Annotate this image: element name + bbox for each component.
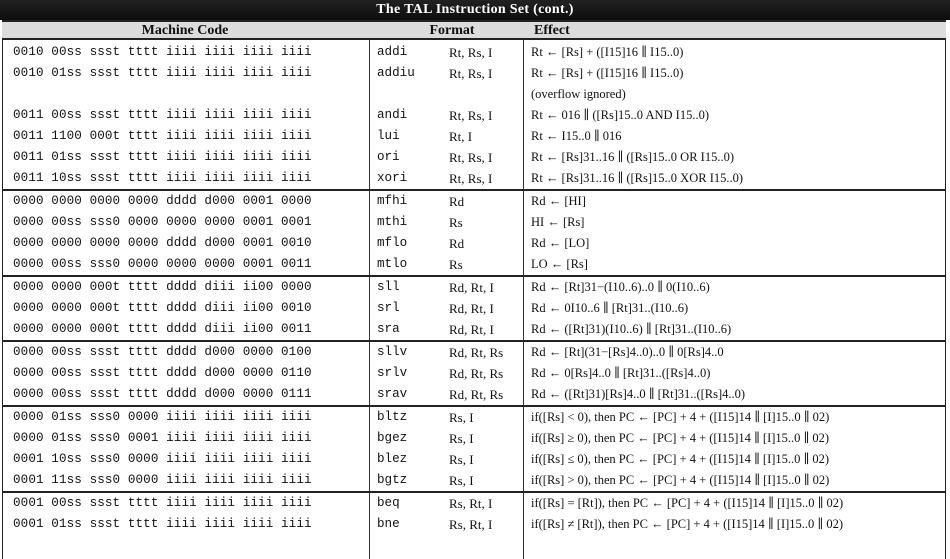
effect-cell: Rt ← [Rs] + ([I15]16 ∥ I15..0)	[531, 66, 684, 80]
machine-code-cell: 0000 01ss sss0 0000 iiii iiii iiii iiii	[13, 410, 312, 424]
machine-code-cell: 0000 0000 000t tttt dddd diii ii00 0000	[13, 280, 312, 294]
machine-code-cell: 0000 00ss ssst tttt dddd d000 0000 0111	[13, 387, 312, 401]
header-machine-code: Machine Code	[141, 23, 229, 38]
effect-cell: Rd ← [LO]	[531, 236, 590, 250]
format-cell: Rd, Rt, I	[449, 322, 494, 337]
mnemonic-cell: bgez	[377, 431, 408, 445]
table-row	[3, 428, 945, 449]
effect-cell: Rd ← [Rt]31−(I10..6)..0 ∥ 0(I10..6)	[531, 280, 710, 294]
machine-code-cell: 0011 00ss ssst tttt iiii iiii iiii iiii	[13, 108, 312, 122]
mnemonic-cell: lui	[377, 129, 400, 143]
format-cell: Rs, I	[449, 410, 474, 425]
effect-cell: Rt ← [Rs]31..16 ∥ ([Rs]15..0 OR I15..0)	[531, 150, 734, 164]
format-cell: Rt, Rs, I	[449, 66, 493, 81]
effect-cell: Rd ← 0I10..6 ∥ [Rt]31..(I10..6)	[531, 301, 689, 315]
table-row	[3, 191, 945, 212]
machine-code-cell: 0000 0000 000t tttt dddd diii ii00 0010	[13, 301, 312, 315]
machine-code-cell: 0000 0000 000t tttt dddd diii ii00 0011	[13, 322, 312, 336]
mnemonic-cell: addiu	[377, 66, 415, 80]
table-row	[3, 126, 945, 147]
effect-cell: if([Rs] ≠ [Rt]), then PC ← [PC] + 4 + ([I15]14 ∥ [I]15..0 ∥ 02)	[531, 517, 843, 531]
table-row	[3, 493, 945, 514]
mnemonic-cell: bne	[377, 517, 400, 531]
mnemonic-cell: bltz	[377, 410, 408, 424]
effect-cell: Rd ← [Rt](31−[Rs]4..0)..0 ∥ 0[Rs]4..0	[531, 345, 724, 359]
table-row	[3, 254, 945, 275]
machine-code-cell: 0001 00ss ssst tttt iiii iiii iiii iiii	[13, 496, 312, 510]
machine-code-cell: 0011 1100 000t tttt iiii iiii iiii iiii	[13, 129, 312, 143]
table-row	[3, 514, 945, 535]
format-cell: Rd, Rt, I	[449, 301, 494, 316]
machine-code-cell: 0010 00ss ssst tttt iiii iiii iiii iiii	[13, 45, 312, 59]
format-cell: Rt, Rs, I	[449, 45, 493, 60]
table-row	[3, 168, 945, 189]
machine-code-cell: 0001 11ss sss0 0000 iiii iiii iiii iiii	[13, 473, 312, 487]
effect-cell: (overflow ignored)	[531, 87, 626, 101]
machine-code-cell: 0000 00ss sss0 0000 0000 0000 0001 0011	[13, 257, 312, 271]
effect-cell: if([Rs] ≥ 0), then PC ← [PC] + 4 + ([I15]14 ∥ [I]15..0 ∥ 02)	[531, 431, 830, 445]
effect-cell: Rt ← 016 ∥ ([Rs]15..0 AND I15..0)	[531, 108, 709, 122]
machine-code-cell: 0000 00ss ssst tttt dddd d000 0000 0110	[13, 366, 312, 380]
format-cell: Rt, I	[449, 129, 473, 144]
format-cell: Rs, Rt, I	[449, 517, 493, 532]
effect-cell: Rd ← 0[Rs]4..0 ∥ [Rt]31..([Rs]4..0)	[531, 366, 711, 380]
mnemonic-cell: sll	[377, 280, 400, 294]
mnemonic-cell: mthi	[377, 215, 408, 229]
mnemonic-cell: sra	[377, 322, 400, 336]
machine-code-cell: 0000 00ss sss0 0000 0000 0000 0001 0001	[13, 215, 312, 229]
format-cell: Rd, Rt, I	[449, 280, 494, 295]
mnemonic-cell: srl	[377, 301, 400, 315]
mnemonic-cell: addi	[377, 45, 408, 59]
table-row	[3, 407, 945, 428]
format-cell: Rt, Rs, I	[449, 108, 493, 123]
mnemonic-cell: sllv	[377, 345, 408, 359]
table-header	[2, 20, 946, 40]
format-cell: Rs, I	[449, 452, 474, 467]
mnemonic-cell: blez	[377, 452, 408, 466]
machine-code-cell: 0010 01ss ssst tttt iiii iiii iiii iiii	[13, 66, 312, 80]
mnemonic-cell: xori	[377, 171, 408, 185]
effect-cell: Rt ← I15..0 ∥ 016	[531, 129, 622, 143]
format-cell: Rt, Rs, I	[449, 150, 493, 165]
format-cell: Rt, Rs, I	[449, 171, 493, 186]
effect-cell: if([Rs] ≤ 0), then PC ← [PC] + 4 + ([I15]14 ∥ [I]15..0 ∥ 02)	[531, 452, 830, 466]
machine-code-cell: 0011 10ss ssst tttt iiii iiii iiii iiii	[13, 171, 312, 185]
mnemonic-cell: srlv	[377, 366, 408, 380]
format-cell: Rs, I	[449, 473, 474, 488]
format-cell: Rs	[449, 257, 463, 272]
mnemonic-cell: mflo	[377, 236, 408, 250]
instruction-table	[2, 40, 946, 559]
machine-code-cell: 0000 00ss ssst tttt dddd d000 0000 0100	[13, 345, 312, 359]
effect-cell: Rd ← ([Rt]31)(I10..6) ∥ [Rt]31..(I10..6)	[531, 322, 732, 336]
mnemonic-cell: mfhi	[377, 194, 408, 208]
effect-cell: if([Rs] = [Rt]), then PC ← [PC] + 4 + ([I15]14 ∥ [I]15..0 ∥ 02)	[531, 496, 844, 510]
table-row	[3, 298, 945, 319]
format-cell: Rs	[449, 215, 463, 230]
effect-cell: if([Rs] < 0), then PC ← [PC] + 4 + ([I15]14 ∥ [I]15..0 ∥ 02)	[531, 410, 830, 424]
table-row	[3, 233, 945, 254]
header-effect: Effect	[534, 23, 570, 38]
table-title: The TAL Instruction Set (cont.)	[0, 0, 950, 20]
mnemonic-cell: srav	[377, 387, 408, 401]
table-row	[3, 147, 945, 168]
machine-code-cell: 0001 01ss ssst tttt iiii iiii iiii iiii	[13, 517, 312, 531]
format-cell: Rd, Rt, Rs	[449, 345, 504, 360]
machine-code-cell: 0001 10ss sss0 0000 iiii iiii iiii iiii	[13, 452, 312, 466]
format-cell: Rd, Rt, Rs	[449, 366, 504, 381]
machine-code-cell: 0000 0000 0000 0000 dddd d000 0001 0000	[13, 194, 312, 208]
table-row	[3, 212, 945, 233]
machine-code-cell: 0000 01ss sss0 0001 iiii iiii iiii iiii	[13, 431, 312, 445]
table-row	[3, 42, 945, 63]
effect-cell: if([Rs] > 0), then PC ← [PC] + 4 + ([I15]14 ∥ [I]15..0 ∥ 02)	[531, 473, 830, 487]
table-row	[3, 63, 945, 84]
machine-code-cell: 0000 0000 0000 0000 dddd d000 0001 0010	[13, 236, 312, 250]
mnemonic-cell: bgtz	[377, 473, 408, 487]
header-format: Format	[429, 23, 475, 38]
format-cell: Rs, I	[449, 431, 474, 446]
machine-code-cell: 0011 01ss ssst tttt iiii iiii iiii iiii	[13, 150, 312, 164]
mnemonic-cell: ori	[377, 150, 400, 164]
format-cell: Rd	[449, 236, 465, 251]
effect-cell: HI ← [Rs]	[531, 215, 585, 229]
mnemonic-cell: beq	[377, 496, 400, 510]
table-row	[3, 84, 945, 105]
format-cell: Rs, Rt, I	[449, 496, 493, 511]
effect-cell: LO ← [Rs]	[531, 257, 588, 271]
table-row	[3, 105, 945, 126]
table-row	[3, 319, 945, 340]
table-row	[3, 277, 945, 298]
table-row	[3, 384, 945, 405]
mnemonic-cell: andi	[377, 108, 408, 122]
table-row	[3, 470, 945, 491]
format-cell: Rd	[449, 194, 465, 209]
table-row	[3, 342, 945, 363]
table-row	[3, 363, 945, 384]
effect-cell: Rd ← [HI]	[531, 194, 586, 208]
effect-cell: Rt ← [Rs]31..16 ∥ ([Rs]15..0 XOR I15..0)	[531, 171, 744, 185]
format-cell: Rd, Rt, Rs	[449, 387, 504, 402]
table-row	[3, 449, 945, 470]
effect-cell: Rt ← [Rs] + ([I15]16 ∥ I15..0)	[531, 45, 684, 59]
effect-cell: Rd ← ([Rt]31)[Rs]4..0 ∥ [Rt]31..([Rs]4..0)	[531, 387, 746, 401]
mnemonic-cell: mtlo	[377, 257, 408, 271]
